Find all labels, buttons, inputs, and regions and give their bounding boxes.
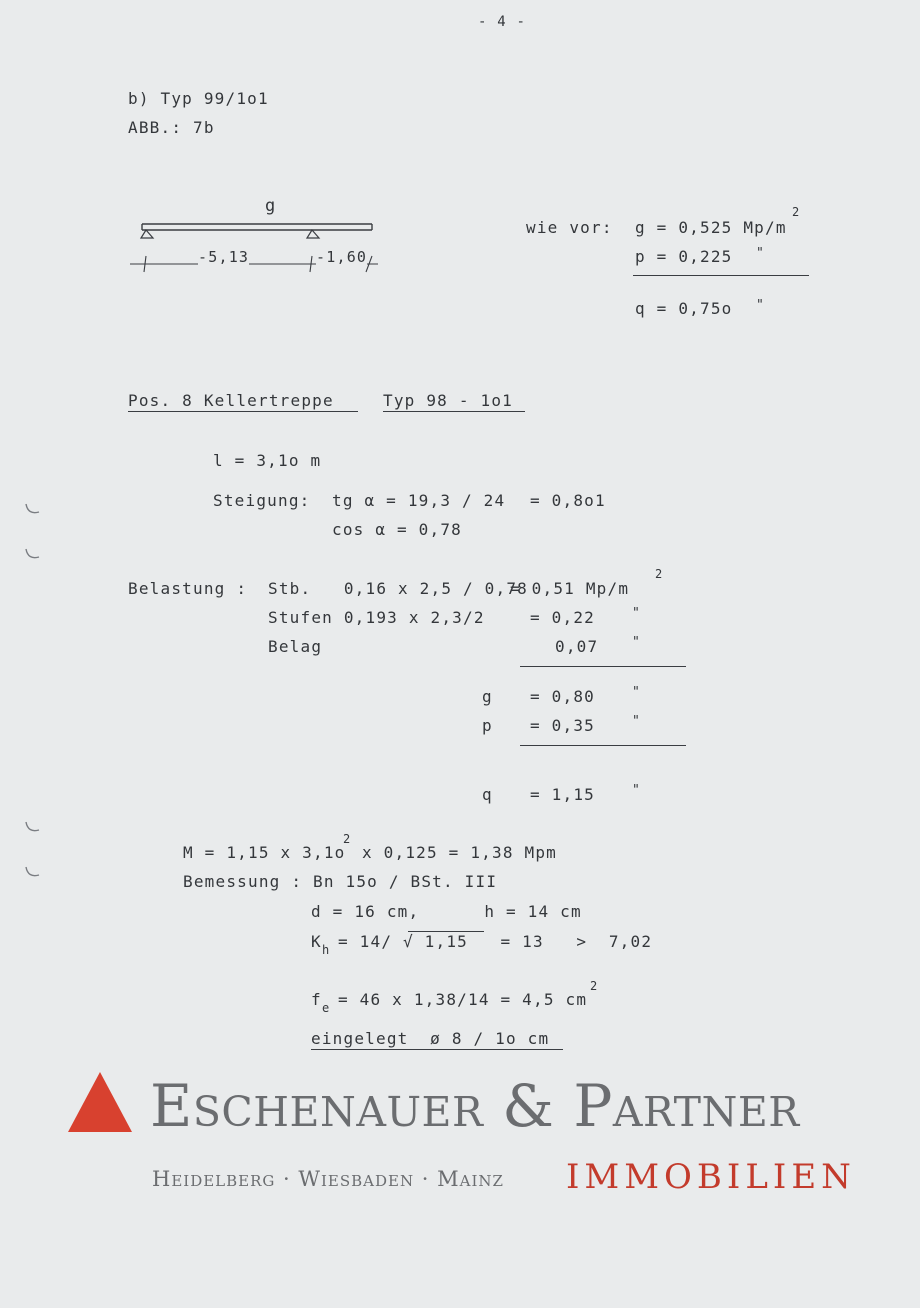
belastung-belag: Belag	[268, 637, 323, 656]
page-number: - 4 -	[478, 14, 527, 30]
beam-load-label: g	[265, 196, 277, 216]
pos8-type: Typ 98 - 1o1	[383, 391, 525, 412]
belastung-belag-ditto: "	[632, 635, 642, 650]
loads-b-q: q = 0,75o	[635, 299, 733, 318]
fe-symbol: f	[311, 990, 322, 1009]
kh-formula: = 14/ √ 1,15 = 13 > 7,02	[338, 932, 653, 951]
belastung-stufen-ditto: "	[632, 606, 642, 621]
belastung-stufen: Stufen 0,193 x 2,3/2	[268, 608, 485, 627]
belastung-g-ditto: "	[632, 685, 642, 700]
belastung-p-ditto: "	[632, 714, 642, 729]
kh-symbol: K	[311, 932, 322, 951]
loads-b-g-exponent: 2	[792, 205, 800, 219]
belastung-q-ditto: "	[632, 783, 642, 798]
loads-b-g: g = 0,525 Mp/m	[635, 218, 787, 237]
belastung-stb-value: = 0,51 Mp/m	[510, 579, 630, 598]
belastung-stb-exponent: 2	[655, 567, 663, 581]
eingelegt: eingelegt ø 8 / 1o cm	[311, 1029, 563, 1050]
belastung-q-value: = 1,15	[530, 785, 595, 804]
belastung-g-label: g	[482, 687, 493, 706]
belastung-label: Belastung :	[128, 579, 248, 598]
bemessung-dh: d = 16 cm, h = 14 cm	[311, 902, 582, 921]
steigung-cos: cos α = 0,78	[332, 520, 462, 539]
sqrt-overline	[408, 931, 484, 932]
logo-ampersand: &	[483, 1072, 574, 1140]
logo-initial-p: P	[573, 1072, 613, 1140]
logo-immobilien: IMMOBILIEN	[566, 1157, 856, 1197]
beam-span-1: -5,13	[198, 248, 250, 266]
belastung-q-label: q	[482, 785, 493, 804]
beam-span-2: -1,60	[316, 248, 368, 266]
belastung-belag-value: 0,07	[555, 637, 599, 656]
loads-b-p-unit: "	[756, 246, 766, 261]
punch-mark-icon	[24, 500, 42, 518]
punch-mark-icon	[24, 545, 42, 563]
belastung-p-value: = 0,35	[530, 716, 595, 735]
fe-exponent: 2	[590, 979, 598, 993]
loads-b-q-unit: "	[756, 298, 766, 313]
logo-triangle-icon	[66, 1070, 134, 1134]
logo-initial-e: E	[150, 1072, 193, 1140]
pos8-heading: Pos. 8 Kellertreppe	[128, 391, 358, 412]
logo-name-part-1: schenauer	[192, 1072, 484, 1140]
steigung-label: Steigung:	[213, 491, 311, 510]
loads-b-p: p = 0,225	[635, 247, 733, 266]
logo-company-name	[150, 1072, 870, 1140]
fe-formula: = 46 x 1,38/14 = 4,5 cm	[338, 990, 588, 1009]
fe-subscript: e	[322, 1001, 330, 1015]
kh-subscript: h	[322, 943, 330, 957]
pos8-length: l = 3,1o m	[213, 451, 322, 470]
logo-name-part-2: artner	[612, 1072, 800, 1140]
moment-formula: M = 1,15 x 3,1o	[183, 843, 346, 862]
belastung-stufen-value: = 0,22	[530, 608, 595, 627]
loads-b-prefix: wie vor:	[526, 218, 613, 237]
moment-rest: x 0,125 = 1,38 Mpm	[362, 843, 557, 862]
section-b-title: b) Typ 99/1o1	[128, 89, 269, 108]
belastung-p-label: p	[482, 716, 493, 735]
steigung-value: = 0,8o1	[530, 491, 606, 510]
punch-mark-icon	[24, 863, 42, 881]
section-b-abb: ABB.: 7b	[128, 118, 215, 137]
moment-exponent: 2	[343, 832, 351, 846]
bemessung-label: Bemessung : Bn 15o / BSt. III	[183, 872, 498, 891]
steigung-tg: tg α = 19,3 / 24	[332, 491, 506, 510]
belastung-sum-line-2	[520, 745, 686, 746]
belastung-stb: Stb. 0,16 x 2,5 / 0,78	[268, 579, 528, 598]
belastung-sum-line-1	[520, 666, 686, 667]
belastung-g-value: = 0,80	[530, 687, 595, 706]
logo-cities: Heidelberg · Wiesbaden · Mainz	[152, 1167, 504, 1191]
loads-b-sum-line	[633, 275, 809, 276]
punch-mark-icon	[24, 818, 42, 836]
